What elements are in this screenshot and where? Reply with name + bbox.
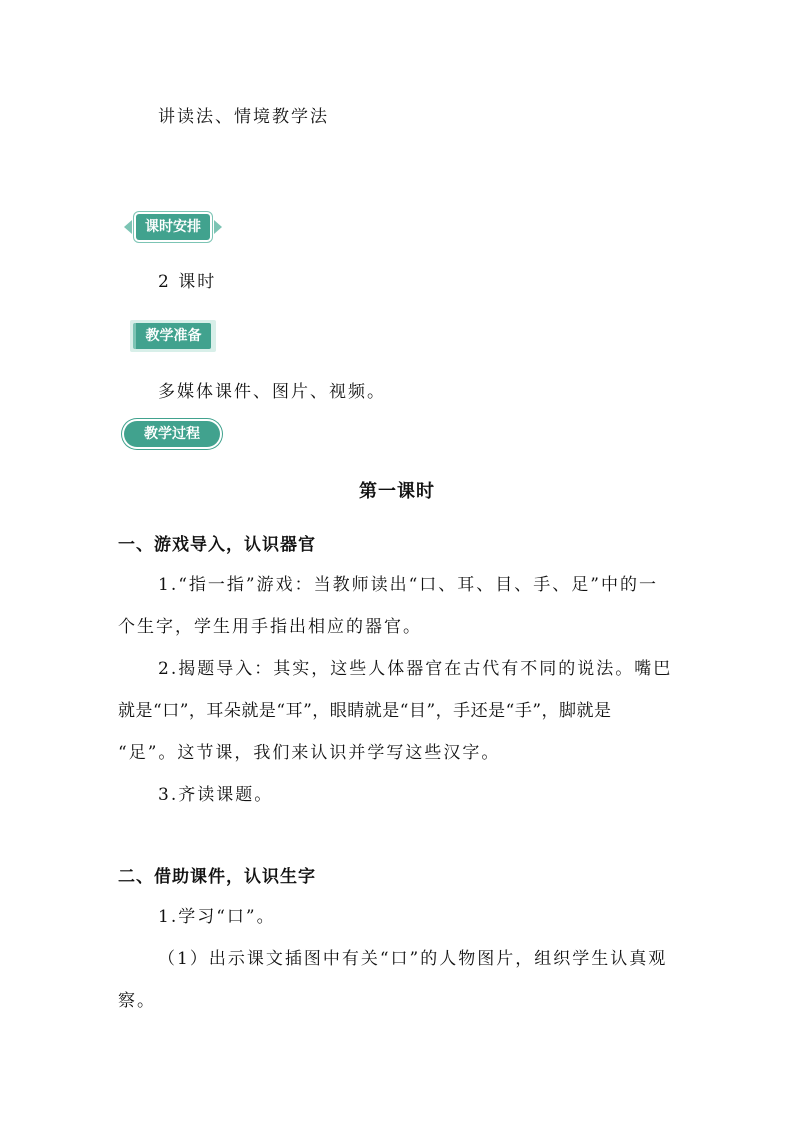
section1-p3: 3.齐读课题。 — [158, 785, 274, 805]
section2-p2-line1: （1）出示课文插图中有关“口”的人物图片，组织学生认真观 — [158, 949, 668, 969]
schedule-text: 2 课时 — [158, 272, 217, 292]
section1-heading: 一、游戏导入，认识器官 — [118, 535, 316, 555]
lesson-title: 第一课时 — [359, 481, 435, 502]
section2-heading: 二、借助课件，认识生字 — [118, 867, 316, 887]
section1-p1-line1: 1.“指一指”游戏：当教师读出“口、耳、目、手、足”中的一 — [158, 575, 658, 595]
schedule-badge: 课时安排 — [136, 214, 210, 240]
section1-p1-line2: 个生字，学生用手指出相应的器官。 — [118, 617, 422, 637]
section1-p2-line3: “足”。这节课，我们来认识并学写这些汉字。 — [118, 743, 501, 763]
section1-p2-line2: 就是“口”，耳朵就是“耳”，眼睛就是“目”，手还是“手”，脚就是 — [118, 701, 612, 721]
preparation-text: 多媒体课件、图片、视频。 — [158, 382, 386, 402]
section2-p1: 1.学习“口”。 — [158, 907, 276, 927]
teaching-methods-text: 讲读法、情境教学法 — [158, 107, 329, 127]
section2-p2-line2: 察。 — [118, 991, 156, 1011]
section1-p2-line1: 2.揭题导入：其实，这些人体器官在古代有不同的说法。嘴巴 — [158, 659, 673, 679]
process-badge: 教学过程 — [124, 421, 220, 447]
preparation-badge: 教学准备 — [133, 323, 211, 349]
